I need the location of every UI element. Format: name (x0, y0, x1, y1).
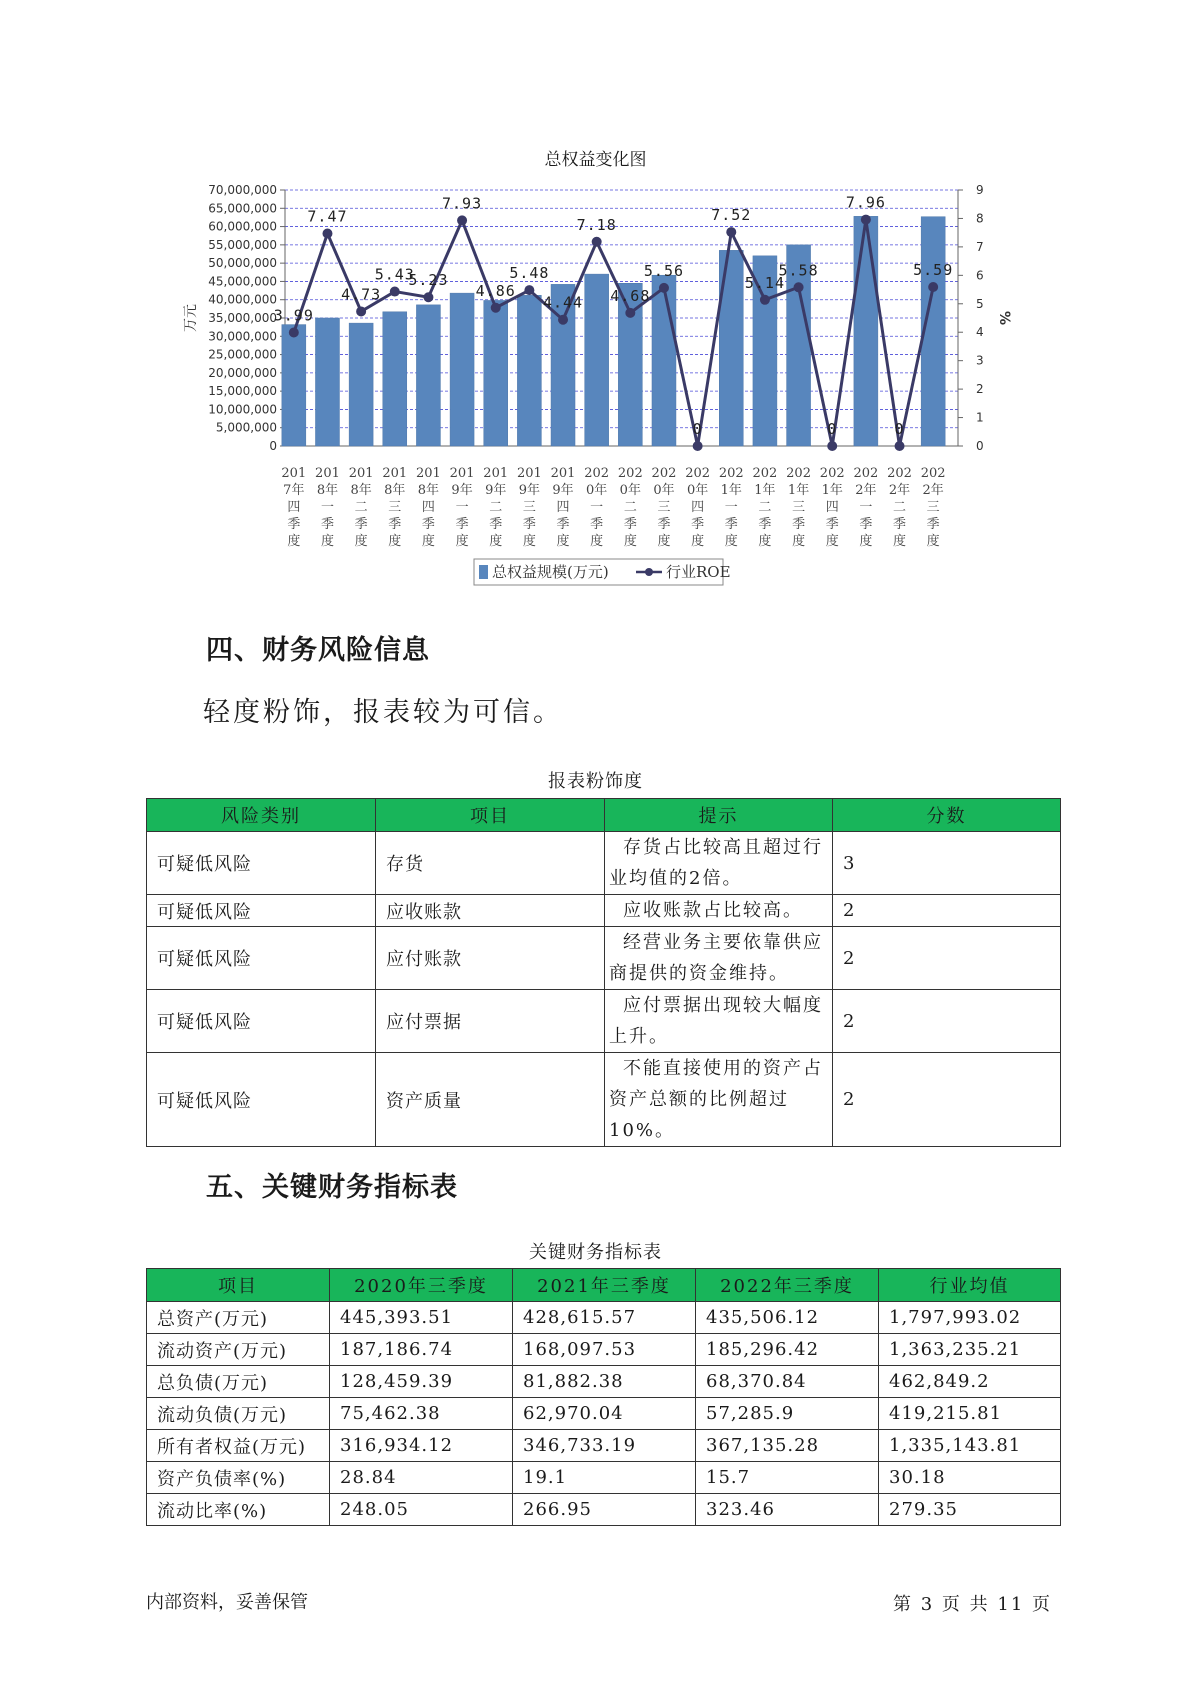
roe-data-label: 5.56 (643, 261, 685, 280)
bar (585, 274, 609, 446)
x-tick-label: 度 (893, 534, 907, 549)
risk-score-cell: 2 (833, 990, 1061, 1053)
kpi-label-cell: 流动资产(万元) (147, 1334, 330, 1366)
roe-data-label: 0 (692, 420, 703, 438)
x-tick-label: 8年 (316, 483, 339, 498)
risk-tip-cell: 不能直接使用的资产占资产总额的比例超过10%。 (605, 1053, 833, 1147)
left-axis-label: 万元 (183, 304, 199, 332)
roe-data-label: 4.68 (610, 286, 651, 305)
x-tick-label: 202 (584, 466, 610, 481)
left-tick-label: 35,000,000 (208, 311, 277, 325)
table-header-row (147, 1269, 1061, 1302)
table-row (147, 1366, 1061, 1398)
x-tick-label: 季 (691, 517, 705, 532)
footer-page-number: 第 3 页 共 11 页 (893, 1594, 1052, 1615)
risk-category-cell: 可疑低风险 (147, 1053, 376, 1147)
x-tick-label: 202 (685, 466, 711, 481)
kpi-value-cell: 1,363,235.21 (879, 1334, 1061, 1366)
x-tick-label: 201 (348, 466, 374, 481)
risk-item-cell: 应付票据 (376, 990, 605, 1053)
kpi-label-cell: 流动比率(%) (147, 1494, 330, 1526)
roe-point (760, 295, 770, 305)
x-tick-label: 季 (388, 517, 402, 532)
kpi-value-cell: 30.18 (879, 1462, 1061, 1494)
roe-point (928, 282, 938, 292)
kpi-label-cell: 资产负债率(%) (147, 1462, 330, 1494)
header-cell: 2021年三季度 (513, 1269, 696, 1302)
roe-data-label: 4.86 (475, 281, 516, 300)
risk-item-cell: 应付账款 (376, 927, 605, 990)
kpi-value-cell: 419,215.81 (879, 1398, 1061, 1430)
risk-score-cell: 2 (833, 895, 1061, 927)
bar (282, 325, 306, 446)
equity-chart (0, 0, 1191, 600)
legend-bar-swatch (479, 565, 488, 579)
x-tick-label: 季 (792, 517, 806, 532)
roe-point (524, 285, 534, 295)
risk-table (146, 798, 1061, 1147)
bar (517, 295, 541, 446)
header-cell: 2022年三季度 (696, 1269, 879, 1302)
table-row (147, 990, 1061, 1053)
x-tick-label: 202 (853, 466, 879, 481)
left-tick-label: 20,000,000 (208, 365, 277, 380)
x-tick-label: 0年 (686, 483, 709, 498)
kpi-value-cell: 266.95 (513, 1494, 696, 1526)
x-tick-label: 0年 (619, 483, 641, 498)
x-tick-label: 201 (416, 466, 441, 481)
x-tick-label: 度 (489, 534, 503, 549)
kpi-value-cell: 68,370.84 (696, 1366, 879, 1398)
risk-tip-cell: 应付票据出现较大幅度上升。 (605, 990, 833, 1053)
right-tick-label: 5 (976, 296, 984, 311)
right-axis-label: % (996, 310, 1012, 326)
x-tick-label: 9年 (485, 483, 507, 498)
x-tick-label: 度 (623, 534, 637, 549)
legend-line-label: 行业ROE (666, 563, 731, 581)
x-tick-label: 一 (320, 500, 334, 515)
risk-category-cell: 可疑低风险 (147, 990, 376, 1053)
x-tick-label: 度 (590, 534, 604, 549)
x-tick-label: 201 (483, 466, 509, 481)
section-heading-kpi: 五、关键财务指标表 (206, 1172, 458, 1203)
roe-point (659, 283, 669, 293)
roe-point (726, 227, 736, 237)
kpi-value-cell: 367,135.28 (696, 1430, 879, 1462)
x-tick-label: 201 (449, 466, 475, 481)
risk-item-cell: 资产质量 (376, 1053, 605, 1147)
left-tick-label: 40,000,000 (208, 292, 277, 307)
x-tick-label: 8年 (384, 483, 406, 498)
roe-data-label: 5.14 (744, 273, 785, 292)
roe-point (491, 303, 501, 313)
x-tick-label: 201 (281, 466, 307, 481)
x-tick-label: 季 (893, 517, 907, 532)
roe-point (322, 229, 332, 239)
x-tick-label: 度 (926, 534, 940, 549)
bar (383, 312, 407, 446)
x-tick-label: 季 (522, 517, 536, 532)
x-tick-label: 季 (590, 517, 604, 532)
kpi-value-cell: 428,615.57 (513, 1302, 696, 1334)
risk-score-cell: 2 (833, 927, 1061, 990)
kpi-value-cell: 57,285.9 (696, 1398, 879, 1430)
roe-data-label: 4.73 (341, 285, 382, 304)
risk-score-cell: 3 (833, 832, 1061, 895)
right-tick-label: 3 (976, 353, 984, 368)
kpi-value-cell: 185,296.42 (696, 1334, 879, 1366)
roe-point (827, 441, 837, 451)
x-tick-label: 202 (786, 466, 811, 481)
x-tick-label: 2年 (855, 483, 877, 498)
kpi-value-cell: 28.84 (330, 1462, 513, 1494)
roe-point (693, 441, 703, 451)
roe-data-label: 7.96 (845, 193, 886, 212)
roe-point (356, 306, 366, 316)
left-tick-label: 55,000,000 (208, 237, 277, 252)
roe-point (457, 215, 467, 225)
roe-point (794, 282, 804, 292)
x-tick-label: 9年 (552, 483, 574, 498)
x-tick-label: 四 (825, 500, 839, 515)
x-tick-label: 二 (893, 500, 907, 515)
roe-data-label: 5.43 (374, 265, 415, 284)
left-tick-label: 65,000,000 (208, 201, 277, 216)
x-tick-label: 度 (388, 534, 402, 549)
x-tick-label: 度 (691, 534, 705, 549)
left-tick-label: 15,000,000 (208, 384, 277, 399)
header-cell: 2020年三季度 (330, 1269, 513, 1302)
kpi-value-cell: 445,393.51 (330, 1302, 513, 1334)
kpi-value-cell: 462,849.2 (879, 1366, 1061, 1398)
x-tick-label: 7年 (283, 483, 305, 498)
x-tick-label: 度 (859, 534, 873, 549)
risk-category-cell: 可疑低风险 (147, 895, 376, 927)
table-row (147, 1334, 1061, 1366)
risk-category-cell: 可疑低风险 (147, 832, 376, 895)
x-tick-label: 季 (287, 517, 301, 532)
x-tick-label: 度 (320, 534, 334, 549)
x-tick-label: 202 (752, 466, 778, 481)
x-tick-label: 度 (657, 534, 671, 549)
x-tick-label: 二 (489, 500, 503, 515)
x-tick-label: 202 (617, 466, 643, 481)
x-tick-label: 三 (522, 500, 536, 515)
x-tick-label: 度 (556, 534, 570, 549)
roe-point (625, 308, 635, 318)
roe-data-label: 4.44 (542, 293, 584, 312)
kpi-label-cell: 流动负债(万元) (147, 1398, 330, 1430)
x-tick-label: 度 (792, 534, 806, 549)
risk-tip-cell: 存货占比较高且超过行业均值的2倍。 (605, 832, 833, 895)
table-row (147, 1398, 1061, 1430)
x-tick-label: 202 (651, 466, 677, 481)
x-tick-label: 202 (718, 466, 744, 481)
x-tick-label: 一 (455, 500, 469, 515)
kpi-value-cell: 248.05 (330, 1494, 513, 1526)
x-tick-label: 度 (522, 534, 536, 549)
roe-data-label: 5.23 (408, 271, 449, 290)
header-cell: 分数 (833, 799, 1061, 832)
left-tick-label: 5,000,000 (215, 420, 277, 435)
kpi-label-cell: 所有者权益(万元) (147, 1430, 330, 1462)
x-tick-label: 四 (691, 500, 705, 515)
table-row (147, 895, 1061, 927)
x-tick-label: 度 (354, 534, 368, 549)
header-cell: 风险类别 (147, 799, 376, 832)
risk-item-cell: 存货 (376, 832, 605, 895)
roe-point (558, 315, 568, 325)
bar (315, 318, 339, 446)
roe-data-label: 7.52 (711, 206, 752, 225)
header-cell: 提示 (605, 799, 833, 832)
x-tick-label: 季 (421, 517, 435, 532)
x-tick-label: 三 (388, 500, 402, 515)
x-tick-label: 0年 (586, 483, 608, 498)
bar (484, 300, 508, 446)
left-tick-label: 0 (269, 439, 277, 453)
x-tick-label: 四 (556, 500, 570, 515)
roe-point (289, 328, 299, 338)
x-tick-label: 一 (859, 500, 873, 515)
x-tick-label: 9年 (451, 483, 473, 498)
header-cell: 行业均值 (879, 1269, 1061, 1302)
risk-tip-cell: 应收账款占比较高。 (605, 895, 833, 927)
table-row (147, 927, 1061, 990)
x-tick-label: 季 (489, 517, 503, 532)
x-tick-label: 四 (421, 500, 435, 515)
right-tick-label: 2 (976, 382, 984, 397)
x-tick-label: 度 (287, 534, 301, 549)
x-tick-label: 2年 (922, 483, 944, 498)
x-tick-label: 201 (516, 466, 542, 481)
kpi-value-cell: 62,970.04 (513, 1398, 696, 1430)
right-tick-label: 7 (976, 239, 984, 254)
left-tick-label: 70,000,000 (208, 183, 277, 197)
legend-line-marker (645, 568, 653, 576)
x-tick-label: 季 (758, 517, 772, 532)
roe-data-label: 5.58 (778, 261, 819, 280)
header-cell: 项目 (147, 1269, 330, 1302)
table-row (147, 1462, 1061, 1494)
table-row (147, 832, 1061, 895)
kpi-value-cell: 128,459.39 (330, 1366, 513, 1398)
bar (450, 293, 474, 446)
right-tick-label: 6 (976, 268, 984, 283)
x-tick-label: 季 (455, 517, 469, 532)
left-tick-label: 25,000,000 (208, 347, 277, 362)
left-tick-label: 30,000,000 (208, 329, 277, 344)
kpi-value-cell: 15.7 (696, 1462, 879, 1494)
x-tick-label: 一 (724, 500, 738, 515)
x-tick-label: 季 (825, 517, 839, 532)
x-tick-label: 季 (926, 517, 940, 532)
roe-data-label: 3.99 (273, 306, 314, 325)
x-tick-label: 201 (382, 466, 408, 481)
table-header-row (147, 799, 1061, 832)
bar (416, 305, 440, 446)
bar (652, 275, 676, 446)
x-tick-label: 四 (287, 500, 301, 515)
x-tick-label: 季 (623, 517, 637, 532)
kpi-label-cell: 总负债(万元) (147, 1366, 330, 1398)
kpi-table-caption: 关键财务指标表 (529, 1242, 662, 1263)
x-tick-label: 1年 (787, 483, 810, 498)
x-tick-label: 202 (920, 466, 946, 481)
roe-data-label: 7.93 (442, 194, 483, 213)
roe-data-label: 7.18 (576, 215, 617, 234)
kpi-value-cell: 81,882.38 (513, 1366, 696, 1398)
x-tick-label: 三 (926, 500, 940, 515)
x-tick-label: 季 (556, 517, 570, 532)
kpi-value-cell: 323.46 (696, 1494, 879, 1526)
left-tick-label: 45,000,000 (208, 274, 277, 289)
table-row (147, 1430, 1061, 1462)
risk-summary-text: 轻度粉饰，报表较为可信。 (203, 697, 563, 728)
x-tick-label: 8年 (417, 483, 440, 498)
x-tick-label: 二 (354, 500, 368, 515)
table-row (147, 1302, 1061, 1334)
x-tick-label: 202 (887, 466, 912, 481)
x-tick-label: 二 (623, 500, 637, 515)
bar (854, 216, 878, 446)
kpi-value-cell: 19.1 (513, 1462, 696, 1494)
x-tick-label: 度 (455, 534, 469, 549)
risk-score-cell: 2 (833, 1053, 1061, 1147)
chart-title: 总权益变化图 (544, 150, 647, 170)
header-cell: 项目 (376, 799, 605, 832)
risk-item-cell: 应收账款 (376, 895, 605, 927)
kpi-value-cell: 75,462.38 (330, 1398, 513, 1430)
section-heading-risk: 四、财务风险信息 (206, 635, 430, 666)
legend-bar-label: 总权益规模(万元) (492, 563, 609, 581)
kpi-value-cell: 435,506.12 (696, 1302, 879, 1334)
x-tick-label: 9年 (518, 483, 541, 498)
kpi-value-cell: 346,733.19 (513, 1430, 696, 1462)
x-tick-label: 季 (724, 517, 738, 532)
roe-point (592, 237, 602, 247)
risk-category-cell: 可疑低风险 (147, 927, 376, 990)
kpi-value-cell: 1,797,993.02 (879, 1302, 1061, 1334)
x-tick-label: 季 (320, 517, 334, 532)
x-tick-label: 度 (421, 534, 435, 549)
x-tick-label: 1年 (821, 483, 843, 498)
x-tick-label: 0年 (653, 483, 675, 498)
risk-table-caption: 报表粉饰度 (548, 771, 643, 792)
risk-tip-cell: 经营业务主要依靠供应商提供的资金维持。 (605, 927, 833, 990)
x-tick-label: 三 (792, 500, 806, 515)
kpi-value-cell: 279.35 (879, 1494, 1061, 1526)
x-tick-label: 一 (590, 500, 604, 515)
x-tick-label: 201 (550, 466, 576, 481)
kpi-value-cell: 1,335,143.81 (879, 1430, 1061, 1462)
roe-point (390, 287, 400, 297)
kpi-value-cell: 187,186.74 (330, 1334, 513, 1366)
right-tick-label: 0 (976, 439, 984, 453)
kpi-label-cell: 总资产(万元) (147, 1302, 330, 1334)
x-tick-label: 8年 (350, 483, 372, 498)
roe-point (895, 441, 905, 451)
roe-data-label: 5.48 (509, 264, 550, 283)
left-tick-label: 50,000,000 (208, 256, 277, 271)
x-tick-label: 201 (315, 466, 340, 481)
right-tick-label: 8 (976, 211, 984, 226)
roe-point (861, 215, 871, 225)
x-tick-label: 度 (825, 534, 839, 549)
kpi-table (146, 1268, 1061, 1526)
right-tick-label: 9 (976, 183, 984, 197)
x-tick-label: 季 (657, 517, 671, 532)
right-tick-label: 4 (976, 325, 984, 340)
table-row (147, 1494, 1061, 1526)
left-tick-label: 10,000,000 (208, 402, 277, 417)
bar (349, 323, 373, 446)
roe-point (423, 292, 433, 302)
right-tick-label: 1 (976, 410, 984, 425)
x-tick-label: 1年 (720, 483, 742, 498)
x-tick-label: 季 (859, 517, 873, 532)
kpi-value-cell: 168,097.53 (513, 1334, 696, 1366)
footer-confidential: 内部资料，妥善保管 (146, 1592, 308, 1613)
roe-data-label: 0 (894, 420, 905, 438)
x-tick-label: 季 (354, 517, 368, 532)
roe-data-label: 5.59 (913, 260, 954, 279)
table-row (147, 1053, 1061, 1147)
left-tick-label: 60,000,000 (208, 219, 277, 234)
x-tick-label: 度 (724, 534, 738, 549)
x-tick-label: 三 (657, 500, 671, 515)
x-tick-label: 二 (758, 500, 772, 515)
roe-data-label: 7.47 (307, 207, 348, 226)
roe-data-label: 0 (827, 420, 838, 438)
x-tick-label: 1年 (754, 483, 776, 498)
x-tick-label: 2年 (888, 483, 911, 498)
kpi-value-cell: 316,934.12 (330, 1430, 513, 1462)
x-tick-label: 202 (819, 466, 845, 481)
x-tick-label: 度 (758, 534, 772, 549)
